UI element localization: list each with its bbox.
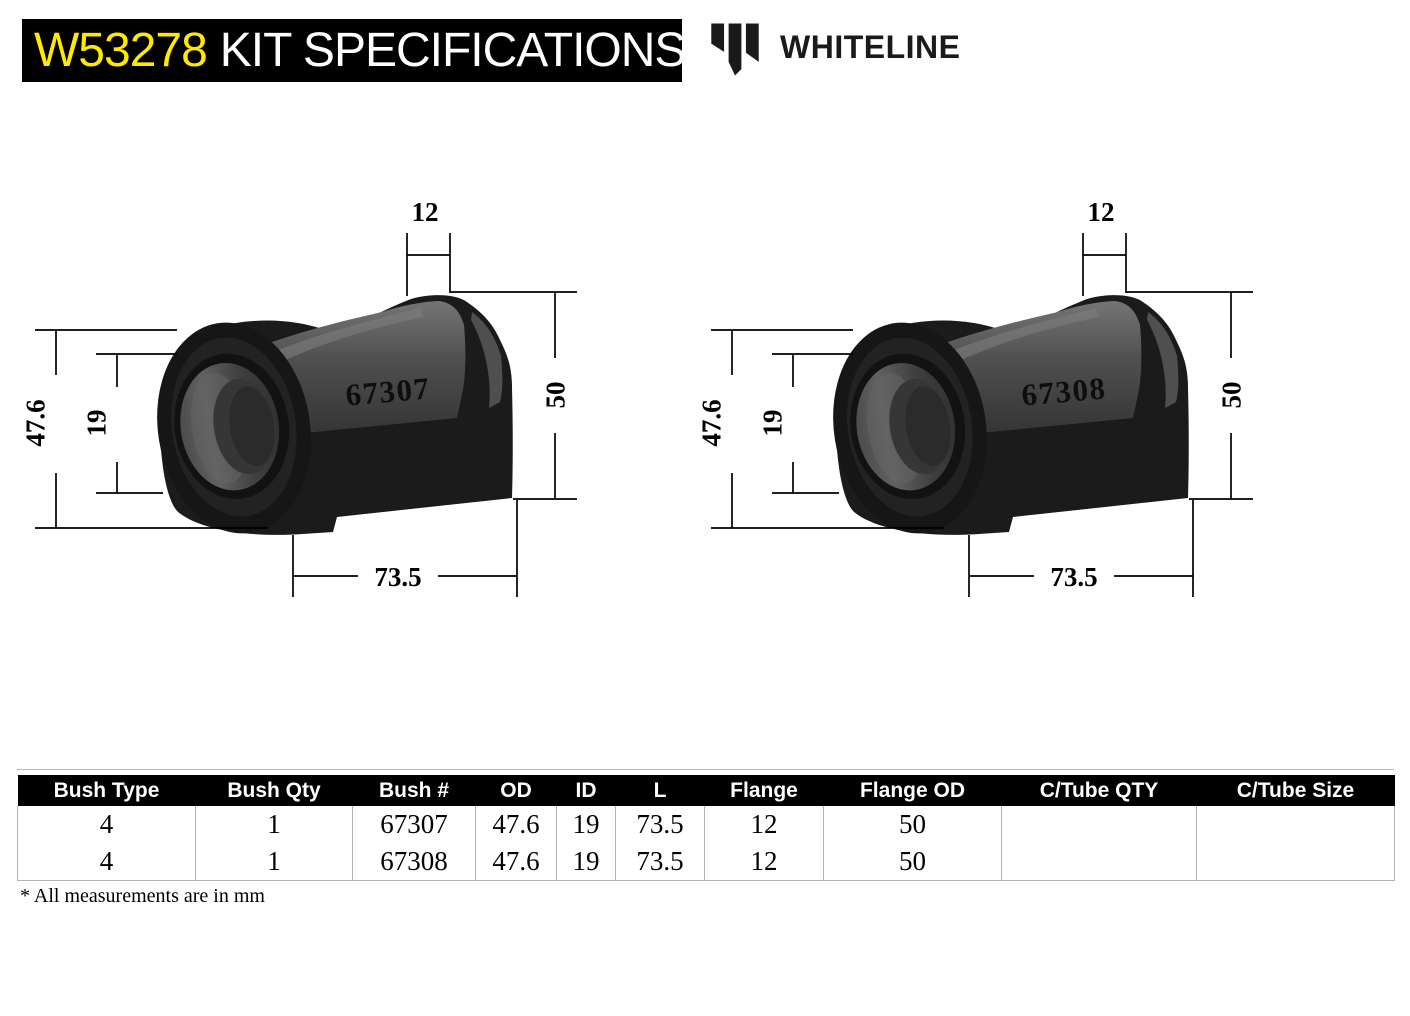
table-cell: 1 <box>196 843 353 881</box>
table-cell <box>1002 843 1197 881</box>
table-cell: 19 <box>557 806 616 843</box>
table-row <box>18 843 1395 881</box>
dim-outer-height: 47.6 <box>20 399 51 447</box>
dim-outer-height: 47.6 <box>696 399 727 447</box>
table-cell <box>1002 806 1197 843</box>
title-bar <box>22 19 686 82</box>
dim-length: 73.5 <box>1050 562 1098 592</box>
bushing-diagram-2 <box>696 190 1296 610</box>
table-cell: 73.5 <box>616 843 705 881</box>
kit-code: W53278 <box>34 24 207 77</box>
table-cell: 19 <box>557 843 616 881</box>
brand-logo <box>704 10 1004 90</box>
whiteline-logo-icon <box>704 11 766 89</box>
table-cell: 67308 <box>353 843 476 881</box>
table-cell: 47.6 <box>476 843 557 881</box>
table-cell: 4 <box>18 806 196 843</box>
table-cell: 50 <box>824 843 1002 881</box>
table-cell: 1 <box>196 806 353 843</box>
dim-inner-diameter: 19 <box>757 409 788 437</box>
column-header-ctube-qty: C/Tube QTY <box>1002 775 1197 806</box>
column-header-bush-number: Bush # <box>353 775 476 806</box>
dim-length: 73.5 <box>374 562 422 592</box>
part-number-label: 67307 <box>344 370 432 413</box>
table-cell: 47.6 <box>476 806 557 843</box>
table-cell: 12 <box>705 843 824 881</box>
bushing-diagram-1 <box>20 190 620 610</box>
column-header-ctube-size: C/Tube Size <box>1197 775 1395 806</box>
column-header-bush-type: Bush Type <box>18 775 196 806</box>
table-cell: 12 <box>705 806 824 843</box>
column-header-bush-qty: Bush Qty <box>196 775 353 806</box>
part-number-label: 67308 <box>1020 370 1108 413</box>
column-header-od: OD <box>476 775 557 806</box>
page-title: KIT SPECIFICATIONS <box>219 24 686 77</box>
dim-inner-diameter: 19 <box>81 409 112 437</box>
column-header-id: ID <box>557 775 616 806</box>
spec-table <box>17 775 1395 881</box>
dim-body-height: 50 <box>1216 381 1247 409</box>
table-row <box>18 806 1395 843</box>
measurements-footnote: * All measurements are in mm <box>20 885 265 907</box>
column-header-flange-od: Flange OD <box>824 775 1002 806</box>
brand-name: WHITELINE <box>780 28 961 65</box>
dim-flange-width: 12 <box>411 197 439 227</box>
table-cell <box>1197 806 1395 843</box>
table-top-border <box>17 769 1394 770</box>
table-cell: 67307 <box>353 806 476 843</box>
table-cell: 50 <box>824 806 1002 843</box>
column-header-l: L <box>616 775 705 806</box>
table-cell: 73.5 <box>616 806 705 843</box>
column-header-flange: Flange <box>705 775 824 806</box>
table-cell: 4 <box>18 843 196 881</box>
dim-body-height: 50 <box>540 381 571 409</box>
table-cell <box>1197 843 1395 881</box>
table-header-row <box>18 775 1395 806</box>
dim-flange-width: 12 <box>1087 197 1115 227</box>
